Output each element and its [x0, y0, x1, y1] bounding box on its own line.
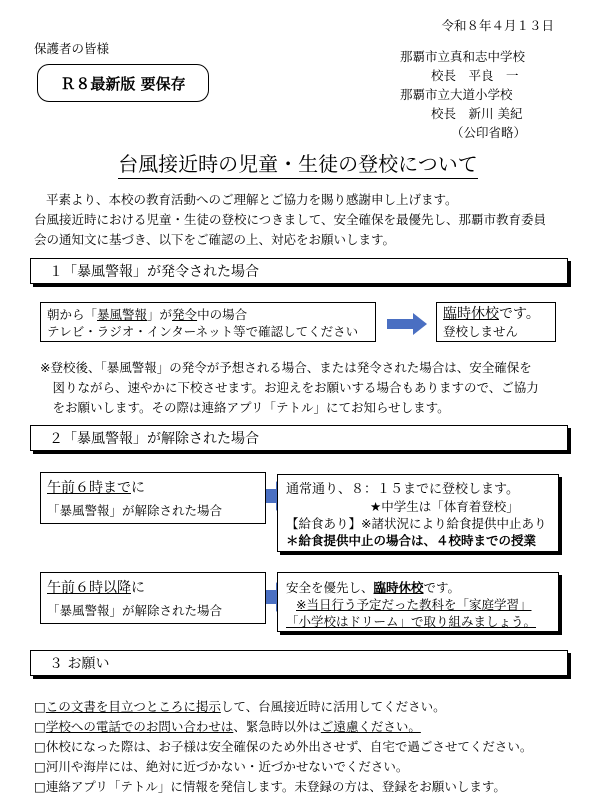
page-title: 台風接近時の児童・生徒の登校について: [0, 148, 596, 177]
sender-principal-1: 校長 平良 一: [431, 68, 519, 83]
sender-school-2: 那覇市立大道小学校: [400, 87, 513, 102]
sender-school-1: 那覇市立真和志中学校: [400, 49, 526, 64]
section-1-note: ※登校後、「暴風警報」の発令が予想される場合、または発令された場合は、安全確保を 図りながら、速やかに下校させます。お迎えをお願いする場合もありますので、ご協力 をお願いします。その際は連絡アプリ「テトル」にてお知らせします。: [40, 360, 539, 415]
version-tag: Ｒ８最新版 要保存: [37, 64, 209, 102]
sender-principal-2: 校長 新川 美紀: [431, 106, 523, 121]
request-list: [34, 697, 532, 797]
section-1-condition-box: 朝から「暴風警報」が発令中の場合 テレビ・ラジオ・インターネット等で確認してください: [40, 302, 376, 342]
arrow-right-icon: [387, 313, 427, 335]
section-2-heading: ２「暴風警報」が解除された場合: [30, 425, 568, 451]
list-item: □この文書を目立つところに掲示して、台風接近時に活用してください。: [34, 699, 446, 714]
list-item: □連絡アプリ「テトル」に情報を発信します。未登録の方は、登録をお願いします。: [34, 779, 506, 794]
addressee: 保護者の皆様: [34, 41, 110, 56]
seal-omitted-note: （公印省略）: [451, 125, 527, 140]
list-item: □学校への電話でのお問い合わせは、緊急時以外はご遠慮ください。: [34, 719, 421, 734]
document-date: 令和８年４月１３日: [441, 18, 554, 33]
list-item: □休校になった際は、お子様は安全確保のため外出させず、自宅で過ごさせてください。: [34, 739, 533, 754]
section-1-result-box: 臨時休校です。 登校しません: [436, 302, 556, 342]
case-2-condition-box: 午前６時以降に 「暴風警報」が解除された場合: [40, 572, 266, 624]
section-1-heading: １「暴風警報」が発令された場合: [30, 258, 568, 284]
case-1-condition-box: 午前６時までに 「暴風警報」が解除された場合: [40, 472, 266, 524]
intro-paragraph: 平素より、本校の教育活動へのご理解とご協力を賜り感謝申し上げます。 台風接近時における児童・生徒の登校につきまして、安全確保を最優先し、那覇市教育委員 会の通知文に基づき、以下をご確認の上、対応をお願いします。: [34, 192, 547, 247]
list-item: □河川や海岸には、絶対に近づかない・近づかせないでください。: [34, 759, 409, 774]
case-2-result-box: 安全を優先し、臨時休校です。 ※当日行う予定だった教科を「家庭学習」 「小学校はドリーム」で取り組みましょう。: [277, 572, 559, 632]
case-1-result-box: 通常通り、８：１５までに登校します。 ★中学生は「体育着登校」 【給食あり】※諸状況により給食提供中止あり ＊給食提供中止の場合は、４校時までの授業: [277, 474, 559, 552]
section-3-heading: ３ お願い: [30, 650, 568, 676]
